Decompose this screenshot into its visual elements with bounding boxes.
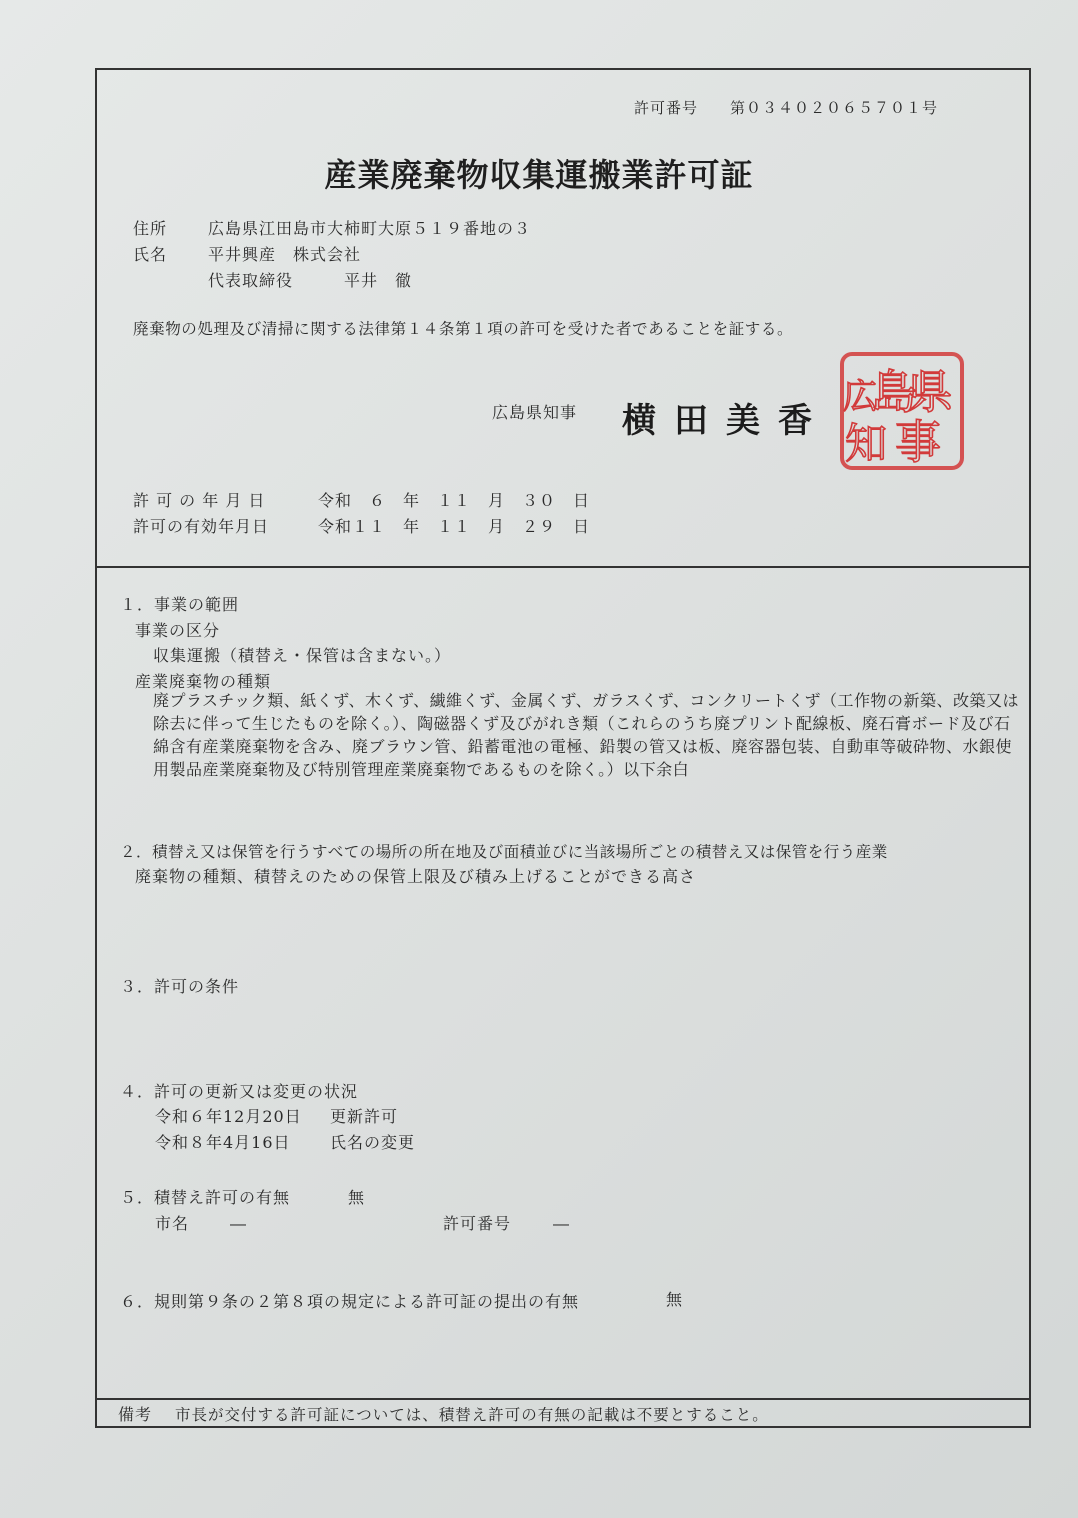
valid-date-label: 許可の有効年月日 [133,517,270,536]
governor-title: 広島県知事 [492,403,578,422]
city-label: 市名 [155,1214,190,1233]
business-category-value: 収集運搬（積替え・保管は含まない。） [153,646,452,665]
seal-char: 島 [871,365,917,419]
section-divider [95,566,1031,568]
waste-types-label: 産業廃棄物の種類 [135,672,272,691]
address-label: 住所 [133,219,168,238]
section-5-heading: ５．積替え許可の有無 [120,1188,291,1207]
seal-char: 知 [844,419,888,468]
update-date: 令和８年4月16日 [155,1133,291,1152]
section-4-heading: ４．許可の更新又は変更の状況 [120,1082,359,1101]
transfer-permit-value: 無 [348,1188,366,1207]
section-2-heading-cont: 廃棄物の種類、積替えのための保管上限及び積み上げることができる高さ [135,867,697,886]
remarks-divider [95,1398,1031,1400]
section-2-heading: ２．積替え又は保管を行うすべての場所の所在地及び面積並びに当該場所ごとの積替え又は保管を行う産業 [120,843,888,861]
remarks-label: 備考 [118,1405,153,1424]
permit-number: 許可番号 第０３４０２０６５７０１号 [634,99,939,117]
update-description: 氏名の変更 [330,1133,416,1152]
section-6-heading: ６．規則第９条の２第８項の規定による許可証の提出の有無 [120,1292,580,1311]
update-description: 更新許可 [330,1107,399,1126]
name-value: 平井興産 株式会社 [208,245,362,264]
seal-char: 県 [907,365,953,419]
governor-name: 横田美香 [622,401,830,441]
waste-types-value: 廃プラスチック類、紙くず、木くず、繊維くず、金属くず、ガラスくず、コンクリートくず（工作物の新築、改築又は除去に伴って生じたものを除く。）、陶磁器くず及びがれき類（これらのうち廃プリント配線板、廃石膏ボード及び石綿含有産業廃棄物を含み、廃ブラウン管、鉛蓄電池の電極、鉛製の管又は板、廃容器包装、自動車等破砕物、水銀使用製品産業廃棄物及び特別管理産業廃棄物であるものを除く。）以下余白 [153,691,1020,779]
section-3-heading: ３．許可の条件 [120,977,240,996]
city-permit-number-label: 許可番号 [443,1214,512,1233]
seal-char: 広 [843,377,877,417]
certification-statement: 廃棄物の処理及び清掃に関する法律第１４条第１項の許可を受けた者であることを証する。 [133,320,794,338]
permit-date-value: 令和 ６ 年 １１ 月 ３０ 日 [318,491,591,510]
submission-value: 無 [666,1290,684,1309]
permit-date-label: 許 可 の 年 月 日 [133,491,266,510]
document-title: 産業廃棄物収集運搬業許可証 [324,156,754,194]
business-category-label: 事業の区分 [135,621,221,640]
name-label: 氏名 [133,245,168,264]
city-permit-number-value: ― [553,1214,570,1233]
address-value: 広島県江田島市大柿町大原５１９番地の３ [208,219,532,238]
section-1-heading: １．事業の範囲 [120,595,240,614]
valid-date-value: 令和１１ 年 １１ 月 ２９ 日 [318,517,591,536]
remarks-text: 市長が交付する許可証については、積替え許可の有無の記載は不要とすること。 [175,1406,769,1424]
city-value: ― [230,1214,247,1233]
official-seal-icon [838,350,966,472]
seal-char: 事 [895,415,941,469]
representative: 代表取締役 平井 徹 [208,271,413,290]
update-date: 令和６年12月20日 [155,1107,302,1126]
